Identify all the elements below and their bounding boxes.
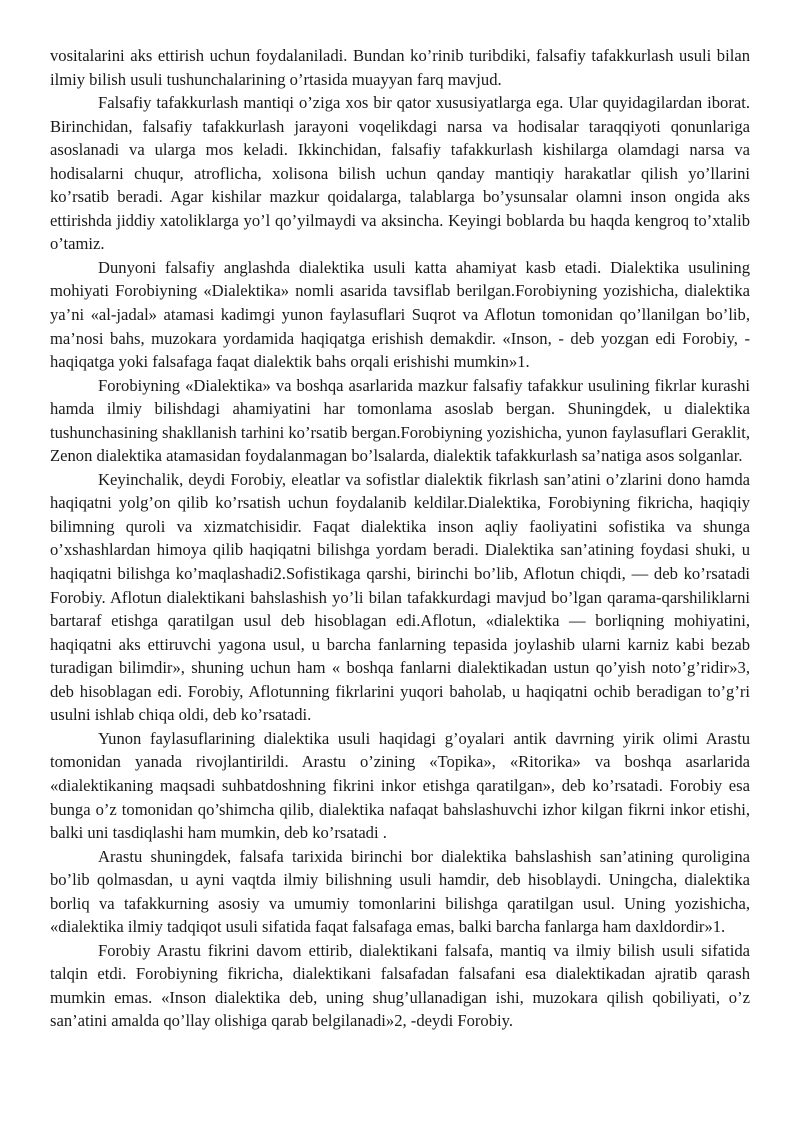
paragraph-8: Forobiy Arastu fikrini davom ettirib, dialektikani falsafa, mantiq va ilmiy bilish usuli sifatida talqin etdi. Forobiyning fikricha, dialektikani falsafadan falsafani esa dialektikadan ajratib qarash mumkin emas. «Inson dialektika deb, uning shug’ullanadigan ishi, muzokara qilish qobiliyati, o’z san’atini amalda qo’llay olishiga qarab belgilanadi»2, -deydi Forobiy. xyxy=(50,940,750,1031)
paragraph-7: Arastu shuningdek, falsafa tarixida birinchi bor dialektika bahslashish san’atining quroligina bo’lib qolmasdan, u ayni vaqtda ilmiy bilishning usuli hamdir, deb hisoblaydi. Uningcha, dialektika borliq va tafakkurning asosiy va umumiy tomonlarini bilishga qaratilgan usul. Uning yozishicha, «dialektika ilmiy tadqiqot usuli sifatida faqat falsafaga emas, balki barcha fanlarga ham daxldordir»1. xyxy=(50,846,750,937)
paragraph-3: Dunyoni falsafiy anglashda dialektika usuli katta ahamiyat kasb etadi. Dialektika usulining mohiyati Forobiyning «Dialektika» nomli asarida tavsiflab berilgan.Forobiyning yozishicha, dialektika ya’ni «al-jadal» atamasi kadimgi yunon faylasuflari Suqrot va Aflotun tomonidan qo’llanilgan bo’lib, ma’nosi bahs, muzokara yordamida haqiqatga erishish demakdir. «Inson, - deb yozgan edi Forobiy, - haqiqatga yoki falsafaga faqat dialektik bahs orqali erishishi mumkin»1. xyxy=(50,257,750,372)
paragraph-4: Forobiyning «Dialektika» va boshqa asarlarida mazkur falsafiy tafakkur usulining fikrlar kurashi hamda ilmiy bilishdagi ahamiyatini har tomonlama asoslab bergan. Shuningdek, u dialektika tushunchasining shakllanish tarhini ko’rsatib bergan.Forobiyning yozishicha, yunon faylasuflari Geraklit, Zenon dialektika atamasidan foydalanmagan bo’lsalarda, dialektik tafakkurlash sa’natiga asos solganlar. xyxy=(50,375,750,466)
paragraph-6: Yunon faylasuflarining dialektika usuli haqidagi g’oyalari antik davrning yirik olimi Arastu tomonidan yanada rivojlantirildi. Arastu o’zining «Topika», «Ritorika» va boshqa asarlarida «dialektikaning maqsadi suhbatdoshning fikrini inkor etishga qaratilgan», deb ko’rsatadi. Forobiy esa bunga o’z tomonidan qo’shimcha qilib, dialektika nafaqat bahslashuvchi izhor kilgan fikrni inkor etishi, balki uni tasdiqlashi ham mumkin, deb ko’rsatadi . xyxy=(50,728,750,843)
document-page xyxy=(50,44,750,1033)
paragraph-1: vositalarini aks ettirish uchun foydalaniladi. Bundan ko’rinib turibdiki, falsafiy tafakkurlash usuli bilan ilmiy bilish usuli tushunchalarining o’rtasida muayyan farq mavjud. xyxy=(50,46,750,89)
paragraph-2: Falsafiy tafakkurlash mantiqi o’ziga xos bir qator xususiyatlarga ega. Ular quyidagilardan iborat. Birinchidan, falsafiy tafakkurlash jarayoni voqelikdagi narsa va hodisalar taraqqiyoti qonunlariga asoslanadi va ularga mos keladi. Ikkinchidan, falsafiy tafakkurlash kishilarga olamdagi narsa va hodisalarni chuqur, atroflicha, xolisona bilish uchun qanday mantiqiy harakatlar qilish yo’llarini ko’rsatib beradi. Agar kishilar mazkur qoidalarga, talablarga bo’ysunsalar olamni inson ongida aks ettirishda jiddiy xatoliklarga yo’l qo’yilmaydi va aksincha. Keyingi boblarda bu haqda kengroq to’xtalib o’tamiz. xyxy=(50,93,750,254)
paragraph-5: Keyinchalik, deydi Forobiy, eleatlar va sofistlar dialektik fikrlash san’atini o’zlarini dono hamda haqiqatni yolg’on qilib ko’rsatish uchun foydalanib keldilar.Dialektika, Forobiyning fikricha, haqiqiy bilimning quroli va xizmatchisidir. Faqat dialektika inson aqliy faoliyatini sofistika va shunga o’xshashlardan himoya qilib haqiqatni bilishga yordam beradi. Dialektika san’atining foydasi shuki, u haqiqatni bilishga ko’maqlashadi2.Sofistikaga qarshi, birinchi bo’lib, Aflotun chiqdi, — deb ko’rsatadi Forobiy. Aflotun dialektikani bahslashish yo’li bilan tafakkurdagi mavjud bo’lgan qarama-qarshiliklarni bartaraf etishga qaratilgan usul deb hisoblagan edi.Aflotun, «dialektika — borliqning mohiyatini, haqiqatni aks ettiruvchi yagona usul, u barcha fanlarning tepasida joylashib ularni karniz kabi bezab turadigan bilimdir», shuning uchun ham « boshqa fanlarni dialektikadan ustun qo’yish noto’g’ridir»3, deb hisoblagan edi. Forobiy, Aflotunning fikrlarini yuqori baholab, u haqiqatni ochib beradigan to’g’ri usulni ishlab chiqa oldi, deb ko’rsatadi. xyxy=(50,469,750,725)
